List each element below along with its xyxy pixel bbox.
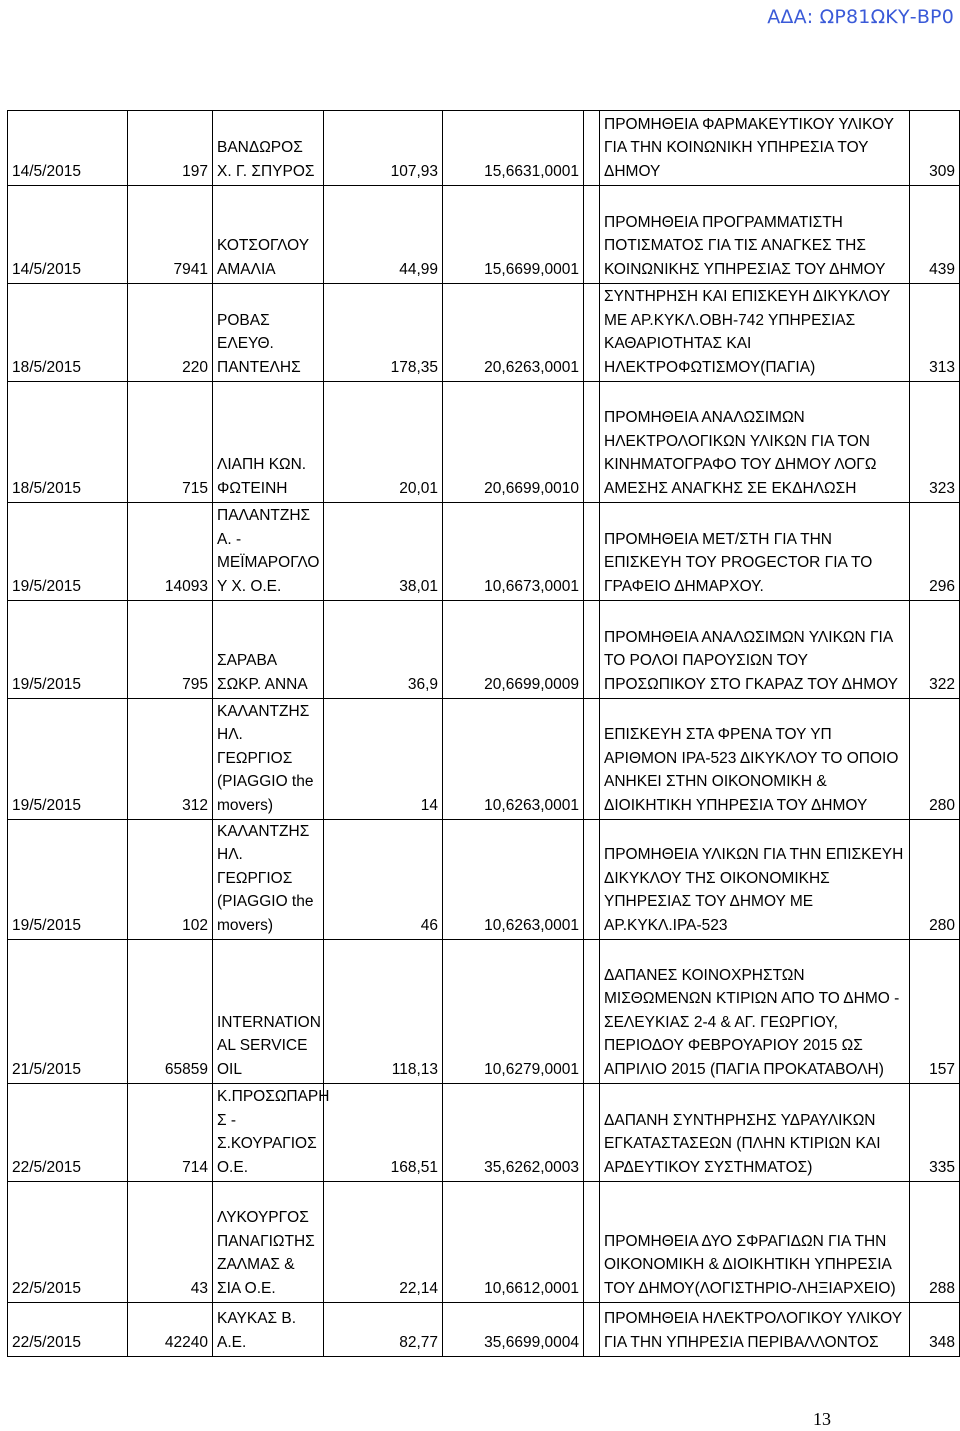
- table-row: [8, 940, 960, 1084]
- row-code: 296: [910, 503, 960, 601]
- row-account-code: 10,6673,0001: [443, 503, 584, 601]
- row-spacer-cell: [584, 820, 600, 940]
- row-spacer-cell: [584, 111, 600, 186]
- row-spacer-cell: [584, 1084, 600, 1182]
- row-spacer-cell: [584, 601, 600, 699]
- row-number: 220: [128, 284, 213, 382]
- row-date: 22/5/2015: [8, 1182, 128, 1303]
- row-vendor: INTERNATION AL SERVICE OIL: [213, 940, 324, 1084]
- row-code: 288: [910, 1182, 960, 1303]
- table-row: [8, 284, 960, 382]
- row-spacer-cell: [584, 699, 600, 820]
- row-account-code: 35,6262,0003: [443, 1084, 584, 1182]
- row-description: ΣΥΝΤΗΡΗΣΗ ΚΑΙ ΕΠΙΣΚΕΥΗ ΔΙΚΥΚΛΟΥ ΜΕ ΑΡ.ΚΥΚΛ.ΟΒΗ-742 ΥΠΗΡΕΣΙΑΣ ΚΑΘΑΡΙΟΤΗΤΑΣ ΚΑΙ ΗΛΕΚΤΡΟΦΩΤΙΣΜΟΥ(ΠΑΓΙΑ): [600, 284, 910, 382]
- row-vendor: ΒΑΝΔΩΡΟΣ Χ. Γ. ΣΠΥΡΟΣ: [213, 111, 324, 186]
- row-description: ΠΡΟΜΗΘΕΙΑ ΦΑΡΜΑΚΕΥΤΙΚΟΥ ΥΛΙΚΟΥ ΓΙΑ ΤΗΝ ΚΟΙΝΩΝΙΚΗ ΥΠΗΡΕΣΙΑ ΤΟΥ ΔΗΜΟΥ: [600, 111, 910, 186]
- row-description: ΔΑΠΑΝΕΣ ΚΟΙΝΟΧΡΗΣΤΩΝ ΜΙΣΘΩΜΕΝΩΝ ΚΤΙΡΙΩΝ ΑΠΟ ΤΟ ΔΗΜΟ - ΣΕΛΕΥΚΙΑΣ 2-4 & ΑΓ. ΓΕΩΡΓΙΟΥ, ΠΕΡΙΟΔΟΥ ΦΕΒΡΟΥΑΡΙΟΥ 2015 ΩΣ ΑΠΡΙΛΙΟ 2015 (ΠΑΓΙΑ ΠΡΟΚΑΤΑΒΟΛΗ): [600, 940, 910, 1084]
- row-spacer-cell: [584, 186, 600, 284]
- row-spacer-cell: [584, 940, 600, 1084]
- records-table: [7, 110, 960, 1357]
- document-id: ΑΔΑ: ΩΡ81ΩΚΥ-ΒΡ0: [767, 6, 954, 28]
- row-code: 157: [910, 940, 960, 1084]
- row-code: 348: [910, 1303, 960, 1357]
- table-row: [8, 699, 960, 820]
- row-number: 312: [128, 699, 213, 820]
- row-number: 715: [128, 382, 213, 503]
- table-row: [8, 1182, 960, 1303]
- table-row: [8, 1084, 960, 1182]
- row-account-code: 15,6699,0001: [443, 186, 584, 284]
- row-description: ΠΡΟΜΗΘΕΙΑ ΗΛΕΚΤΡΟΛΟΓΙΚΟΥ ΥΛΙΚΟΥ ΓΙΑ ΤΗΝ ΥΠΗΡΕΣΙΑ ΠΕΡΙΒΑΛΛΟΝΤΟΣ: [600, 1303, 910, 1357]
- row-description: ΠΡΟΜΗΘΕΙΑ ΠΡΟΓΡΑΜΜΑΤΙΣΤΗ ΠΟΤΙΣΜΑΤΟΣ ΓΙΑ ΤΙΣ ΑΝΑΓΚΕΣ ΤΗΣ ΚΟΙΝΩΝΙΚΗΣ ΥΠΗΡΕΣΙΑΣ ΤΟΥ ΔΗΜΟΥ: [600, 186, 910, 284]
- row-code: 322: [910, 601, 960, 699]
- page-number: 13: [813, 1409, 831, 1429]
- table-row: [8, 186, 960, 284]
- row-date: 19/5/2015: [8, 820, 128, 940]
- row-description: ΕΠΙΣΚΕΥΗ ΣΤΑ ΦΡΕΝΑ ΤΟΥ ΥΠ ΑΡΙΘΜΟΝ ΙΡΑ-523 ΔΙΚΥΚΛΟΥ ΤΟ ΟΠΟΙΟ ΑΝΗΚΕΙ ΣΤΗΝ ΟΙΚΟΝΟΜΙΚΗ & ΔΙΟΙΚΗΤΙΚΗ ΥΠΗΡΕΣΙΑ ΤΟΥ ΔΗΜΟΥ: [600, 699, 910, 820]
- row-account-code: 10,6279,0001: [443, 940, 584, 1084]
- row-amount: 118,13: [324, 940, 443, 1084]
- row-spacer-cell: [584, 503, 600, 601]
- row-amount: 82,77: [324, 1303, 443, 1357]
- row-date: 22/5/2015: [8, 1084, 128, 1182]
- row-account-code: 10,6612,0001: [443, 1182, 584, 1303]
- table-row: [8, 503, 960, 601]
- row-number: 102: [128, 820, 213, 940]
- row-code: 439: [910, 186, 960, 284]
- row-code: 335: [910, 1084, 960, 1182]
- row-number: 42240: [128, 1303, 213, 1357]
- row-account-code: 10,6263,0001: [443, 699, 584, 820]
- row-spacer-cell: [584, 1182, 600, 1303]
- row-vendor: ΛΙΑΠΗ ΚΩΝ. ΦΩΤΕΙΝΗ: [213, 382, 324, 503]
- row-date: 22/5/2015: [8, 1303, 128, 1357]
- row-vendor: Κ.ΠΡΟΣΩΠΑΡΗ Σ - Σ.ΚΟΥΡΑΓΙΟΣ Ο.Ε.: [213, 1084, 324, 1182]
- row-account-code: 35,6699,0004: [443, 1303, 584, 1357]
- table-row: [8, 820, 960, 940]
- row-amount: 44,99: [324, 186, 443, 284]
- row-description: ΠΡΟΜΗΘΕΙΑ ΥΛΙΚΩΝ ΓΙΑ ΤΗΝ ΕΠΙΣΚΕΥΗ ΔΙΚΥΚΛΟΥ ΤΗΣ ΟΙΚΟΝΟΜΙΚΗΣ ΥΠΗΡΕΣΙΑΣ ΤΟΥ ΔΗΜΟΥ ΜΕ ΑΡ.ΚΥΚΛ.ΙΡΑ-523: [600, 820, 910, 940]
- row-description: ΠΡΟΜΗΘΕΙΑ ΔΥΟ ΣΦΡΑΓΙΔΩΝ ΓΙΑ ΤΗΝ ΟΙΚΟΝΟΜΙΚΗ & ΔΙΟΙΚΗΤΙΚΗ ΥΠΗΡΕΣΙΑ ΤΟΥ ΔΗΜΟΥ(ΛΟΓΙΣΤΗΡΙΟ-ΛΗΞΙΑΡΧΕΙΟ): [600, 1182, 910, 1303]
- row-amount: 14: [324, 699, 443, 820]
- row-date: 19/5/2015: [8, 503, 128, 601]
- row-amount: 22,14: [324, 1182, 443, 1303]
- row-description: ΠΡΟΜΗΘΕΙΑ ΑΝΑΛΩΣΙΜΩΝ ΗΛΕΚΤΡΟΛΟΓΙΚΩΝ ΥΛΙΚΩΝ ΓΙΑ ΤΟΝ ΚΙΝΗΜΑΤΟΓΡΑΦΟ ΤΟΥ ΔΗΜΟΥ ΛΟΓΩ ΑΜΕΣΗΣ ΑΝΑΓΚΗΣ ΣΕ ΕΚΔΗΛΩΣΗ: [600, 382, 910, 503]
- row-account-code: 20,6699,0010: [443, 382, 584, 503]
- row-vendor: ΡΟΒΑΣ ΕΛΕΥΘ. ΠΑΝΤΕΛΗΣ: [213, 284, 324, 382]
- row-code: 313: [910, 284, 960, 382]
- row-number: 65859: [128, 940, 213, 1084]
- table-row: [8, 382, 960, 503]
- row-amount: 46: [324, 820, 443, 940]
- row-account-code: 10,6263,0001: [443, 820, 584, 940]
- row-code: 280: [910, 699, 960, 820]
- row-date: 21/5/2015: [8, 940, 128, 1084]
- row-amount: 107,93: [324, 111, 443, 186]
- table-row: [8, 111, 960, 186]
- row-vendor: ΚΑΛΑΝΤΖΗΣ ΗΛ. ΓΕΩΡΓΙΟΣ (PIAGGIO the movers): [213, 699, 324, 820]
- row-code: 280: [910, 820, 960, 940]
- row-vendor: ΚΑΥΚΑΣ Β. Α.Ε.: [213, 1303, 324, 1357]
- row-spacer-cell: [584, 284, 600, 382]
- row-date: 19/5/2015: [8, 601, 128, 699]
- row-number: 7941: [128, 186, 213, 284]
- table-row: [8, 601, 960, 699]
- row-number: 43: [128, 1182, 213, 1303]
- row-vendor: ΣΑΡΑΒΑ ΣΩΚΡ. ΑΝΝΑ: [213, 601, 324, 699]
- row-account-code: 20,6263,0001: [443, 284, 584, 382]
- row-code: 323: [910, 382, 960, 503]
- row-amount: 178,35: [324, 284, 443, 382]
- row-date: 18/5/2015: [8, 382, 128, 503]
- row-vendor: ΚΑΛΑΝΤΖΗΣ ΗΛ. ΓΕΩΡΓΙΟΣ (PIAGGIO the movers): [213, 820, 324, 940]
- row-number: 197: [128, 111, 213, 186]
- row-vendor: ΚΟΤΣΟΓΛΟΥ ΑΜΑΛΙΑ: [213, 186, 324, 284]
- row-number: 714: [128, 1084, 213, 1182]
- row-date: 18/5/2015: [8, 284, 128, 382]
- row-description: ΔΑΠΑΝΗ ΣΥΝΤΗΡΗΣΗΣ ΥΔΡΑΥΛΙΚΩΝ ΕΓΚΑΤΑΣΤΑΣΕΩΝ (ΠΛΗΝ ΚΤΙΡΙΩΝ ΚΑΙ ΑΡΔΕΥΤΙΚΟΥ ΣΥΣΤΗΜΑΤΟΣ): [600, 1084, 910, 1182]
- row-description: ΠΡΟΜΗΘΕΙΑ ΑΝΑΛΩΣΙΜΩΝ ΥΛΙΚΩΝ ΓΙΑ ΤΟ ΡΟΛΟΙ ΠΑΡΟΥΣΙΩΝ ΤΟΥ ΠΡΟΣΩΠΙΚΟΥ ΣΤΟ ΓΚΑΡΑΖ ΤΟΥ ΔΗΜΟΥ: [600, 601, 910, 699]
- row-date: 14/5/2015: [8, 111, 128, 186]
- row-description: ΠΡΟΜΗΘΕΙΑ ΜΕΤ/ΣΤΗ ΓΙΑ ΤΗΝ ΕΠΙΣΚΕΥΗ ΤΟΥ PROGECTOR ΓΙΑ ΤΟ ΓΡΑΦΕΙΟ ΔΗΜΑΡΧΟΥ.: [600, 503, 910, 601]
- row-number: 14093: [128, 503, 213, 601]
- row-date: 14/5/2015: [8, 186, 128, 284]
- row-code: 309: [910, 111, 960, 186]
- row-spacer-cell: [584, 382, 600, 503]
- row-amount: 20,01: [324, 382, 443, 503]
- row-amount: 168,51: [324, 1084, 443, 1182]
- row-date: 19/5/2015: [8, 699, 128, 820]
- row-number: 795: [128, 601, 213, 699]
- row-amount: 36,9: [324, 601, 443, 699]
- row-spacer-cell: [584, 1303, 600, 1357]
- row-vendor: ΠΑΛΑΝΤΖΗΣ Α. - ΜΕΪΜΑΡΟΓΛΟ Υ Χ. Ο.Ε.: [213, 503, 324, 601]
- table-row: [8, 1303, 960, 1357]
- row-vendor: ΛΥΚΟΥΡΓΟΣ ΠΑΝΑΓΙΩΤΗΣ ΖΑΛΜΑΣ & ΣΙΑ Ο.Ε.: [213, 1182, 324, 1303]
- row-amount: 38,01: [324, 503, 443, 601]
- row-account-code: 15,6631,0001: [443, 111, 584, 186]
- row-account-code: 20,6699,0009: [443, 601, 584, 699]
